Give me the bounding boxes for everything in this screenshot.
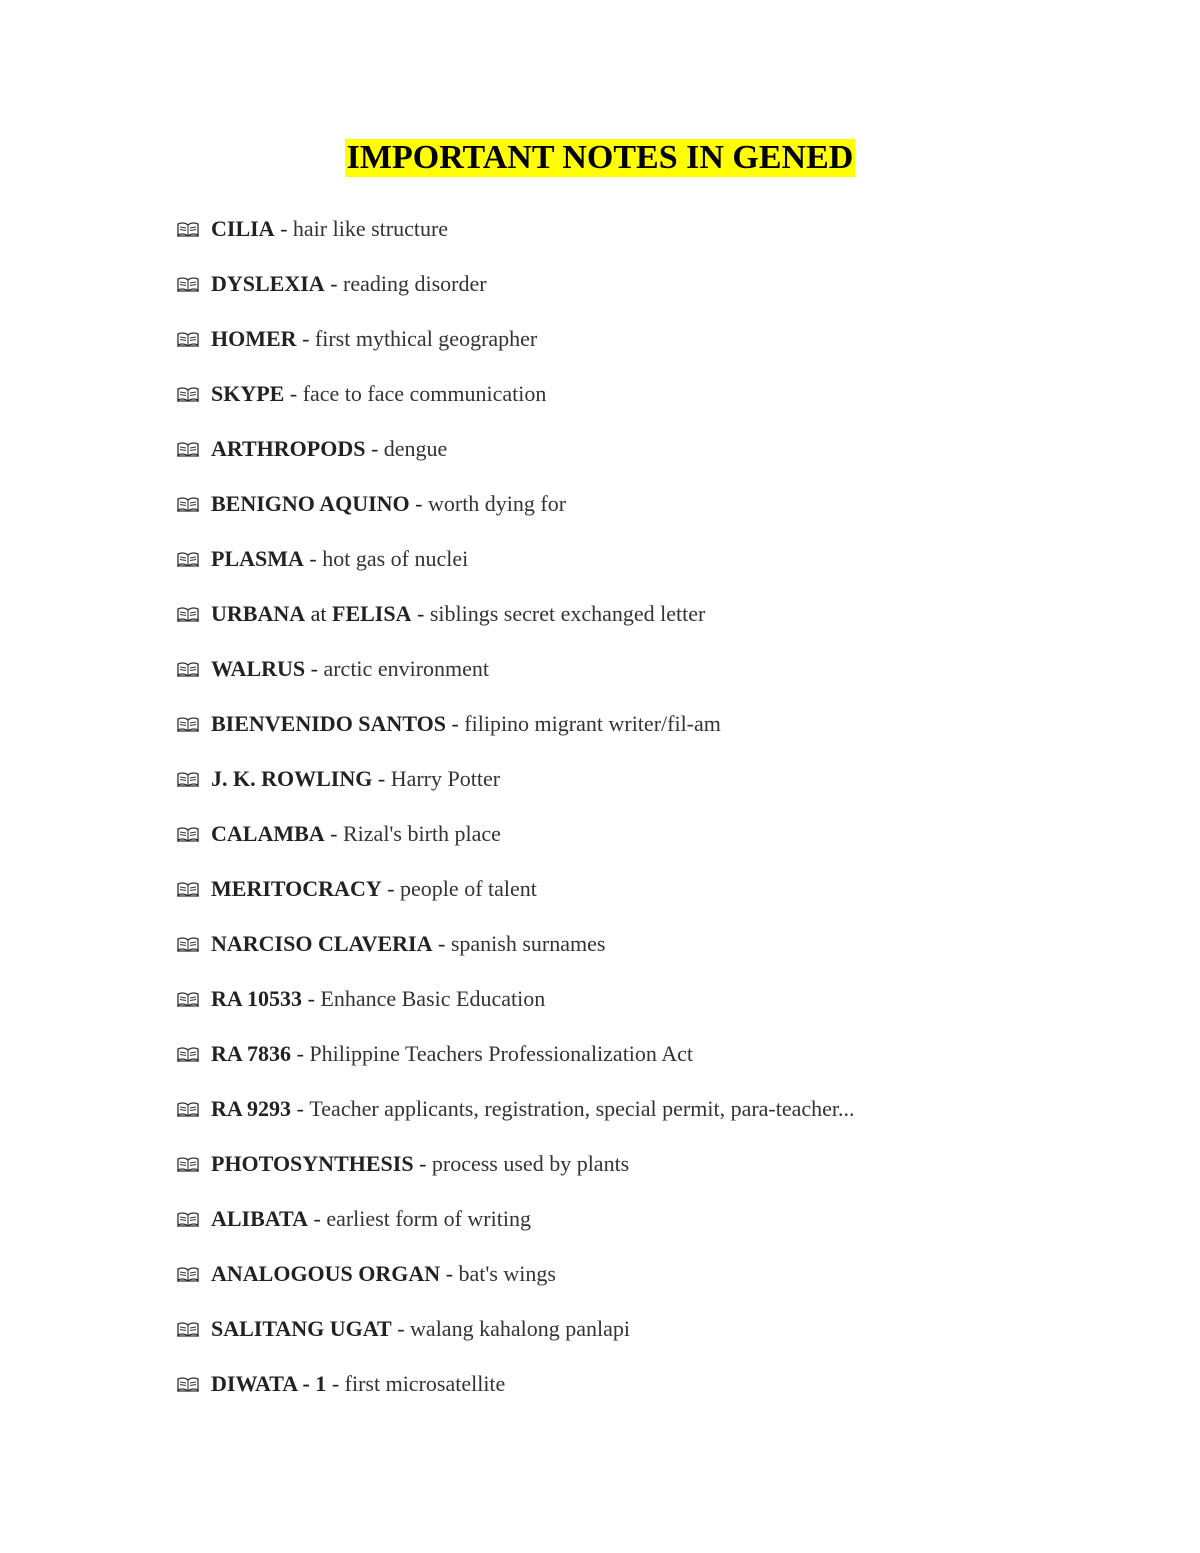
note-item (176, 311, 1156, 366)
note-description: Teacher applicants, registration, special permit, para-teacher... (309, 1096, 855, 1121)
note-separator: - (409, 491, 428, 516)
book-icon (176, 826, 200, 842)
book-icon (176, 1376, 200, 1392)
note-description: first microsatellite (344, 1371, 506, 1396)
note-description: siblings secret exchanged letter (429, 601, 706, 626)
note-separator: - (296, 326, 315, 351)
note-description: worth dying for (427, 491, 567, 516)
note-term: SKYPE (211, 381, 285, 406)
note-description: spanish surnames (450, 931, 606, 956)
book-icon (176, 1211, 200, 1227)
note-separator: - (326, 1371, 345, 1396)
book-icon (176, 1046, 200, 1062)
notes-list (176, 201, 1156, 1411)
note-separator: - (324, 821, 343, 846)
note-item (176, 586, 1156, 641)
note-term: PLASMA (211, 546, 304, 571)
note-item (176, 696, 1156, 751)
book-icon (176, 606, 200, 622)
note-item (176, 531, 1156, 586)
note-term: ALIBATA (211, 1206, 308, 1231)
book-icon (176, 881, 200, 897)
book-icon (176, 1156, 200, 1172)
book-icon (176, 496, 200, 512)
note-item (176, 1246, 1156, 1301)
book-icon (176, 936, 200, 952)
note-item (176, 806, 1156, 861)
note-item (176, 1081, 1156, 1136)
note-separator: - (381, 876, 401, 901)
note-separator: - (274, 216, 293, 241)
note-term: RA 9293 (211, 1096, 292, 1121)
book-icon (176, 221, 200, 237)
note-description: process used by plants (431, 1151, 630, 1176)
book-icon (176, 716, 200, 732)
note-term: CALAMBA (211, 821, 325, 846)
note-separator: - (365, 436, 384, 461)
note-item (176, 366, 1156, 421)
note-term: WALRUS (211, 656, 306, 681)
book-icon (176, 991, 200, 1007)
note-separator: - (411, 601, 430, 626)
note-separator: - (291, 1096, 310, 1121)
note-separator: - (307, 1206, 327, 1231)
note-item (176, 1301, 1156, 1356)
note-term: MERITOCRACY (211, 876, 382, 901)
note-term: CILIA (211, 216, 275, 241)
note-description: first mythical geographer (314, 326, 538, 351)
note-term: RA 7836 (211, 1041, 292, 1066)
note-description: face to face communication (302, 381, 547, 406)
note-item (176, 1136, 1156, 1191)
title-container (0, 139, 1200, 177)
note-term: RA 10533 (211, 986, 303, 1011)
note-term: SALITANG UGAT (211, 1316, 392, 1341)
note-item (176, 256, 1156, 311)
note-separator: - (303, 546, 323, 571)
note-term: J. K. ROWLING (211, 766, 373, 791)
book-icon (176, 771, 200, 787)
note-term: BENIGNO AQUINO (211, 491, 410, 516)
note-separator: - (291, 1041, 310, 1066)
note-description: Rizal's birth place (343, 821, 501, 846)
book-icon (176, 661, 200, 677)
note-term: ANALOGOUS ORGAN (211, 1261, 441, 1286)
book-icon (176, 1101, 200, 1117)
note-separator: - (432, 931, 451, 956)
book-icon (176, 441, 200, 457)
page-title: IMPORTANT NOTES IN GENED (346, 139, 854, 176)
note-separator: - (445, 711, 465, 736)
note-item (176, 1356, 1156, 1411)
note-item (176, 971, 1156, 1026)
note-description: Philippine Teachers Professionalization Act (309, 1041, 693, 1066)
note-term: BIENVENIDO SANTOS (211, 711, 446, 736)
note-separator: - (372, 766, 391, 791)
note-description: hair like structure (292, 216, 449, 241)
note-separator: - (440, 1261, 459, 1286)
book-icon (176, 386, 200, 402)
note-joiner: at (305, 601, 333, 626)
note-description: bat's wings (458, 1261, 556, 1286)
note-separator: - (284, 381, 303, 406)
note-term: ARTHROPODS (211, 436, 366, 461)
note-separator: - (324, 271, 344, 296)
note-term: HOMER (211, 326, 297, 351)
note-term: NARCISO CLAVERIA (211, 931, 433, 956)
note-separator: - (305, 656, 324, 681)
note-separator: - (391, 1316, 411, 1341)
note-item (176, 421, 1156, 476)
note-item (176, 916, 1156, 971)
note-description: walang kahalong panlapi (410, 1316, 630, 1341)
note-item (176, 476, 1156, 531)
note-term-secondary: FELISA (332, 601, 412, 626)
note-separator: - (302, 986, 321, 1011)
note-term: DYSLEXIA (211, 271, 325, 296)
note-description: earliest form of writing (326, 1206, 531, 1231)
note-item (176, 201, 1156, 256)
note-description: filipino migrant writer/fil-am (464, 711, 721, 736)
note-item (176, 641, 1156, 696)
note-description: arctic environment (323, 656, 490, 681)
note-description: dengue (383, 436, 448, 461)
note-term: PHOTOSYNTHESIS (211, 1151, 414, 1176)
note-item (176, 861, 1156, 916)
note-description: hot gas of nuclei (322, 546, 469, 571)
book-icon (176, 1321, 200, 1337)
book-icon (176, 551, 200, 567)
note-separator: - (413, 1151, 432, 1176)
note-description: reading disorder (343, 271, 487, 296)
note-item (176, 1026, 1156, 1081)
book-icon (176, 1266, 200, 1282)
note-description: Enhance Basic Education (320, 986, 546, 1011)
book-icon (176, 276, 200, 292)
note-description: people of talent (400, 876, 537, 901)
note-item (176, 1191, 1156, 1246)
note-term: DIWATA - 1 (211, 1371, 327, 1396)
book-icon (176, 331, 200, 347)
note-item (176, 751, 1156, 806)
note-description: Harry Potter (390, 766, 501, 791)
note-term: URBANA (211, 601, 306, 626)
